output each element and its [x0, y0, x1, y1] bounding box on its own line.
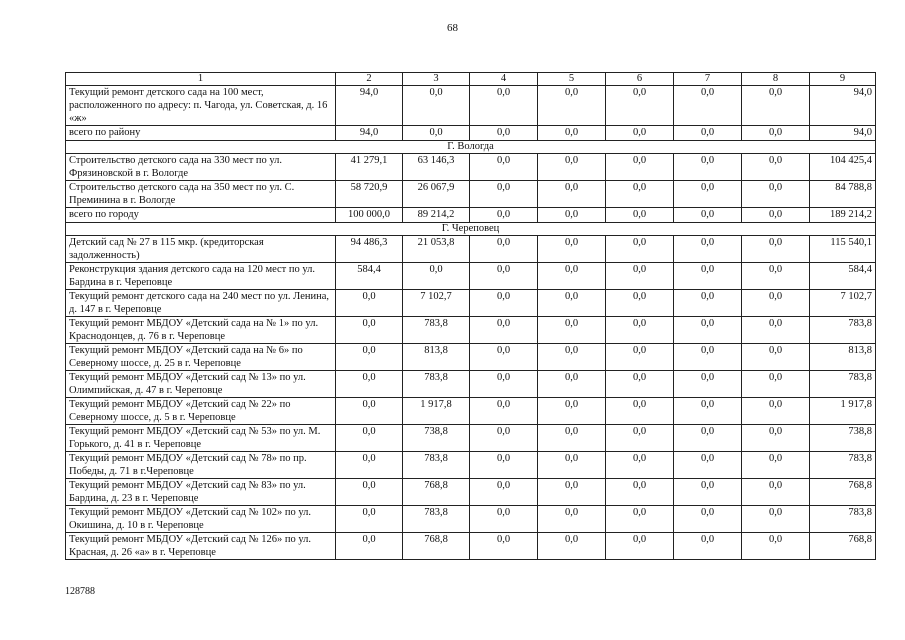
- value-cell: 0,0: [470, 263, 538, 290]
- value-cell: 0,0: [742, 263, 810, 290]
- value-cell: 0,0: [403, 126, 470, 141]
- value-cell: 0,0: [470, 236, 538, 263]
- budget-table: [65, 72, 876, 560]
- page-number: 68: [447, 22, 458, 34]
- value-cell: 783,8: [403, 317, 470, 344]
- value-cell: 100 000,0: [336, 208, 403, 223]
- value-cell: 115 540,1: [810, 236, 876, 263]
- table-row: [66, 86, 876, 126]
- value-cell: 1 917,8: [403, 398, 470, 425]
- row-name: Текущий ремонт МБДОУ «Детский сад № 126» по ул. Красная, д. 26 «а» в г. Череповце: [66, 533, 336, 560]
- value-cell: 0,0: [336, 533, 403, 560]
- value-cell: 0,0: [470, 126, 538, 141]
- value-cell: 0,0: [336, 452, 403, 479]
- value-cell: 0,0: [336, 344, 403, 371]
- column-number: 1: [66, 73, 336, 86]
- value-cell: 58 720,9: [336, 181, 403, 208]
- value-cell: 0,0: [606, 181, 674, 208]
- value-cell: 0,0: [674, 425, 742, 452]
- value-cell: 0,0: [538, 126, 606, 141]
- column-number: 6: [606, 73, 674, 86]
- table-row: [66, 533, 876, 560]
- value-cell: 0,0: [742, 452, 810, 479]
- value-cell: 0,0: [674, 290, 742, 317]
- table-row: [66, 317, 876, 344]
- value-cell: 0,0: [742, 479, 810, 506]
- value-cell: 0,0: [606, 86, 674, 126]
- value-cell: 0,0: [674, 479, 742, 506]
- value-cell: 768,8: [403, 533, 470, 560]
- value-cell: 813,8: [403, 344, 470, 371]
- value-cell: 0,0: [674, 86, 742, 126]
- row-name: Строительство детского сада на 350 мест по ул. С. Преминина в г. Вологде: [66, 181, 336, 208]
- value-cell: 0,0: [674, 236, 742, 263]
- value-cell: 0,0: [336, 425, 403, 452]
- value-cell: 0,0: [470, 86, 538, 126]
- value-cell: 0,0: [538, 506, 606, 533]
- row-name: Текущий ремонт МБДОУ «Детский сад № 78» по пр. Победы, д. 71 в г.Череповце: [66, 452, 336, 479]
- value-cell: 7 102,7: [810, 290, 876, 317]
- value-cell: 0,0: [538, 181, 606, 208]
- value-cell: 0,0: [470, 425, 538, 452]
- table-row: [66, 425, 876, 452]
- value-cell: 1 917,8: [810, 398, 876, 425]
- column-number: 2: [336, 73, 403, 86]
- value-cell: 0,0: [538, 86, 606, 126]
- row-name: Текущий ремонт детского сада на 100 мест, расположенного по адресу: п. Чагода, ул. Советская, д. 16 «ж»: [66, 86, 336, 126]
- value-cell: 0,0: [606, 533, 674, 560]
- table-row: [66, 263, 876, 290]
- value-cell: 0,0: [336, 479, 403, 506]
- value-cell: 0,0: [336, 290, 403, 317]
- value-cell: 0,0: [674, 263, 742, 290]
- table-row: [66, 290, 876, 317]
- value-cell: 0,0: [674, 506, 742, 533]
- value-cell: 21 053,8: [403, 236, 470, 263]
- value-cell: 0,0: [674, 371, 742, 398]
- column-number-row: [66, 73, 876, 86]
- value-cell: 0,0: [742, 126, 810, 141]
- value-cell: 0,0: [742, 181, 810, 208]
- value-cell: 0,0: [674, 344, 742, 371]
- value-cell: 768,8: [810, 533, 876, 560]
- value-cell: 0,0: [538, 263, 606, 290]
- table-row: [66, 154, 876, 181]
- value-cell: 0,0: [538, 425, 606, 452]
- table-row: [66, 479, 876, 506]
- value-cell: 189 214,2: [810, 208, 876, 223]
- value-cell: 0,0: [742, 317, 810, 344]
- value-cell: 94,0: [810, 126, 876, 141]
- value-cell: 0,0: [336, 398, 403, 425]
- row-name: Текущий ремонт МБДОУ «Детский сад № 83» по ул. Бардина, д. 23 в г. Череповце: [66, 479, 336, 506]
- value-cell: 0,0: [606, 452, 674, 479]
- value-cell: 94 486,3: [336, 236, 403, 263]
- value-cell: 0,0: [538, 344, 606, 371]
- value-cell: 0,0: [470, 344, 538, 371]
- row-name: Текущий ремонт МБДОУ «Детский сад № 22» по Северному шоссе, д. 5 в г. Череповце: [66, 398, 336, 425]
- value-cell: 0,0: [470, 181, 538, 208]
- column-number: 3: [403, 73, 470, 86]
- column-number: 4: [470, 73, 538, 86]
- value-cell: 41 279,1: [336, 154, 403, 181]
- value-cell: 0,0: [606, 126, 674, 141]
- value-cell: 783,8: [810, 317, 876, 344]
- column-number: 7: [674, 73, 742, 86]
- value-cell: 783,8: [403, 371, 470, 398]
- table-row: [66, 344, 876, 371]
- value-cell: 0,0: [538, 371, 606, 398]
- value-cell: 783,8: [810, 452, 876, 479]
- value-cell: 0,0: [470, 290, 538, 317]
- value-cell: 584,4: [336, 263, 403, 290]
- value-cell: 94,0: [336, 126, 403, 141]
- section-title: Г. Череповец: [66, 223, 876, 236]
- value-cell: 0,0: [538, 452, 606, 479]
- value-cell: 0,0: [674, 398, 742, 425]
- value-cell: 0,0: [538, 533, 606, 560]
- value-cell: 0,0: [470, 452, 538, 479]
- value-cell: 0,0: [742, 236, 810, 263]
- column-number: 8: [742, 73, 810, 86]
- table-row: [66, 506, 876, 533]
- value-cell: 738,8: [403, 425, 470, 452]
- value-cell: 0,0: [606, 208, 674, 223]
- value-cell: 0,0: [742, 371, 810, 398]
- value-cell: 0,0: [742, 533, 810, 560]
- row-name: всего по району: [66, 126, 336, 141]
- value-cell: 0,0: [742, 86, 810, 126]
- table-row: [66, 181, 876, 208]
- table-row: [66, 452, 876, 479]
- value-cell: 0,0: [606, 290, 674, 317]
- row-name: Текущий ремонт МБДОУ «Детский сад № 13» по ул. Олимпийская, д. 47 в г. Череповце: [66, 371, 336, 398]
- row-name: Детский сад № 27 в 115 мкр. (кредиторская задолженность): [66, 236, 336, 263]
- value-cell: 0,0: [336, 371, 403, 398]
- value-cell: 0,0: [470, 479, 538, 506]
- value-cell: 7 102,7: [403, 290, 470, 317]
- value-cell: 0,0: [606, 236, 674, 263]
- value-cell: 0,0: [742, 290, 810, 317]
- value-cell: 0,0: [538, 317, 606, 344]
- value-cell: 0,0: [742, 425, 810, 452]
- row-name: Текущий ремонт МБДОУ «Детский сад № 102» по ул. Окишина, д. 10 в г. Череповце: [66, 506, 336, 533]
- value-cell: 0,0: [470, 533, 538, 560]
- value-cell: 26 067,9: [403, 181, 470, 208]
- value-cell: 0,0: [742, 398, 810, 425]
- value-cell: 0,0: [742, 208, 810, 223]
- value-cell: 0,0: [538, 479, 606, 506]
- row-name: Строительство детского сада на 330 мест по ул. Фрязиновской в г. Вологде: [66, 154, 336, 181]
- value-cell: 0,0: [674, 181, 742, 208]
- value-cell: 0,0: [674, 126, 742, 141]
- value-cell: 0,0: [674, 154, 742, 181]
- table-row: [66, 236, 876, 263]
- value-cell: 0,0: [538, 398, 606, 425]
- value-cell: 0,0: [606, 398, 674, 425]
- value-cell: 0,0: [606, 479, 674, 506]
- total-row: [66, 208, 876, 223]
- value-cell: 0,0: [606, 317, 674, 344]
- value-cell: 783,8: [810, 371, 876, 398]
- value-cell: 738,8: [810, 425, 876, 452]
- value-cell: 768,8: [403, 479, 470, 506]
- table-body: [66, 86, 876, 560]
- value-cell: 84 788,8: [810, 181, 876, 208]
- value-cell: 0,0: [606, 263, 674, 290]
- row-name: Текущий ремонт детского сада на 240 мест по ул. Ленина, д. 147 в г. Череповце: [66, 290, 336, 317]
- value-cell: 0,0: [606, 344, 674, 371]
- value-cell: 0,0: [336, 317, 403, 344]
- section-row: [66, 141, 876, 154]
- value-cell: 0,0: [674, 208, 742, 223]
- value-cell: 0,0: [538, 290, 606, 317]
- row-name: Текущий ремонт МБДОУ «Детский сад № 53» по ул. М. Горького, д. 41 в г. Череповце: [66, 425, 336, 452]
- table-row: [66, 398, 876, 425]
- value-cell: 783,8: [403, 452, 470, 479]
- value-cell: 0,0: [470, 371, 538, 398]
- column-number: 5: [538, 73, 606, 86]
- section-row: [66, 223, 876, 236]
- value-cell: 0,0: [538, 154, 606, 181]
- section-title: Г. Вологда: [66, 141, 876, 154]
- row-name: Реконструкция здания детского сада на 120 мест по ул. Бардина в г. Череповце: [66, 263, 336, 290]
- value-cell: 0,0: [470, 398, 538, 425]
- table-row: [66, 371, 876, 398]
- total-row: [66, 126, 876, 141]
- value-cell: 94,0: [336, 86, 403, 126]
- value-cell: 813,8: [810, 344, 876, 371]
- value-cell: 0,0: [470, 506, 538, 533]
- value-cell: 0,0: [606, 425, 674, 452]
- value-cell: 0,0: [742, 154, 810, 181]
- value-cell: 0,0: [538, 236, 606, 263]
- value-cell: 768,8: [810, 479, 876, 506]
- value-cell: 783,8: [403, 506, 470, 533]
- value-cell: 0,0: [742, 344, 810, 371]
- value-cell: 0,0: [674, 533, 742, 560]
- row-name: Текущий ремонт МБДОУ «Детский сада на № 6» по Северному шоссе, д. 25 в г. Череповце: [66, 344, 336, 371]
- value-cell: 0,0: [470, 154, 538, 181]
- value-cell: 0,0: [403, 263, 470, 290]
- value-cell: 0,0: [606, 506, 674, 533]
- value-cell: 94,0: [810, 86, 876, 126]
- value-cell: 0,0: [470, 208, 538, 223]
- value-cell: 0,0: [674, 317, 742, 344]
- row-name: всего по городу: [66, 208, 336, 223]
- footer-code: 128788: [65, 586, 95, 597]
- value-cell: 104 425,4: [810, 154, 876, 181]
- value-cell: 89 214,2: [403, 208, 470, 223]
- value-cell: 783,8: [810, 506, 876, 533]
- value-cell: 584,4: [810, 263, 876, 290]
- column-number: 9: [810, 73, 876, 86]
- value-cell: 0,0: [336, 506, 403, 533]
- value-cell: 63 146,3: [403, 154, 470, 181]
- value-cell: 0,0: [403, 86, 470, 126]
- value-cell: 0,0: [606, 154, 674, 181]
- value-cell: 0,0: [606, 371, 674, 398]
- value-cell: 0,0: [470, 317, 538, 344]
- row-name: Текущий ремонт МБДОУ «Детский сада на № 1» по ул. Краснодонцев, д. 76 в г. Череповце: [66, 317, 336, 344]
- value-cell: 0,0: [742, 506, 810, 533]
- value-cell: 0,0: [674, 452, 742, 479]
- value-cell: 0,0: [538, 208, 606, 223]
